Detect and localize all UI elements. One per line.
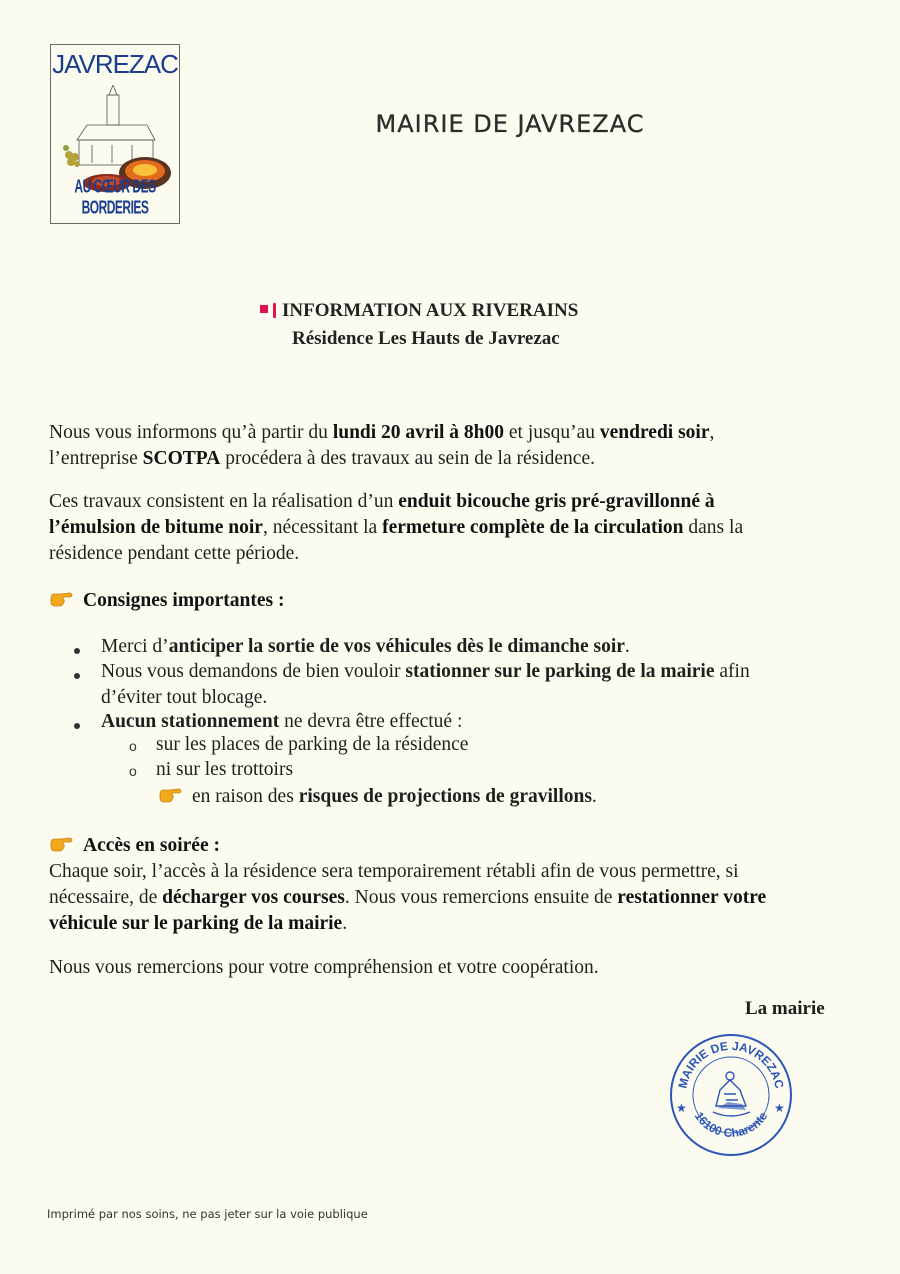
svg-text:★: ★	[774, 1101, 785, 1115]
red-square-icon	[260, 305, 268, 313]
logo	[50, 44, 180, 224]
svg-text:MAIRIE DE JAVREZAC: MAIRIE DE JAVREZAC	[675, 1038, 787, 1090]
soiree-heading: Accès en soirée :	[83, 835, 220, 856]
svg-text:16100 Charente: 16100 Charente	[691, 1109, 771, 1141]
stamp-seal	[668, 1032, 794, 1158]
notice-subtitle: Résidence Les Hauts de Javrezac	[292, 328, 560, 349]
sub-item-places: sur les places de parking de la résidence	[156, 734, 469, 755]
logo-bottom-text: AU CŒUR DES BORDERIES	[74, 176, 156, 218]
bullet-dot	[74, 673, 80, 679]
reason-line: en raison des risques de projections de gravillons.	[158, 784, 597, 810]
list-item-aucun-stationnement: Aucun stationnement ne devra être effectué :	[101, 711, 463, 732]
closing-paragraph: Nous vous remercions pour votre compréhension et votre coopération.	[49, 957, 599, 978]
pointing-hand-icon	[158, 785, 182, 805]
bullet-dot	[74, 723, 80, 729]
pointing-hand-icon	[49, 834, 73, 854]
works-paragraph: Ces travaux consistent en la réalisation d’un enduit bicouche gris pré-gravillonné à l’émulsion de bitume noir, nécessitant la fermeture complète de la circulation dans la résidence pendant cette période.	[49, 491, 744, 564]
pointing-hand-icon	[49, 589, 73, 609]
page-title: MAIRIE DE JAVREZAC	[375, 110, 645, 138]
official-stamp	[668, 1032, 794, 1163]
list-item-anticiper: Merci d’anticiper la sortie de vos véhicules dès le dimanche soir.	[101, 636, 630, 657]
consignes-heading: Consignes importantes :	[49, 588, 839, 614]
intro-paragraph: Nous vous informons qu’à partir du lundi 20 avril à 8h00 et jusqu’au vendredi soir, l’entreprise SCOTPA procédera à des travaux au sein de la résidence.	[49, 422, 715, 469]
sub-bullet-icon: o	[129, 738, 137, 754]
notice-title-text: INFORMATION AUX RIVERAINS	[282, 300, 579, 321]
red-bar-icon	[273, 303, 276, 318]
notice-title	[260, 300, 660, 322]
sub-item-trottoirs: ni sur les trottoirs	[156, 759, 294, 780]
soiree-section: Accès en soirée : Chaque soir, l’accès à la résidence sera temporairement rétabli afin de vous permettre, si nécessaire, de décharger vos courses. Nous vous remercions ensuite de restationner votre véhicule sur le parking de la mairie.	[49, 835, 767, 934]
signature: La mairie	[745, 998, 825, 1019]
sub-bullet-icon: o	[129, 763, 137, 779]
logo-top-text: JAVREZAC	[52, 49, 178, 79]
bullet-dot	[74, 648, 80, 654]
list-item-stationner: Nous vous demandons de bien vouloir stationner sur le parking de la mairie afin d’éviter tout blocage.	[101, 661, 750, 708]
footer-note: Imprimé par nos soins, ne pas jeter sur la voie publique	[47, 1207, 368, 1221]
svg-text:★: ★	[676, 1101, 687, 1115]
